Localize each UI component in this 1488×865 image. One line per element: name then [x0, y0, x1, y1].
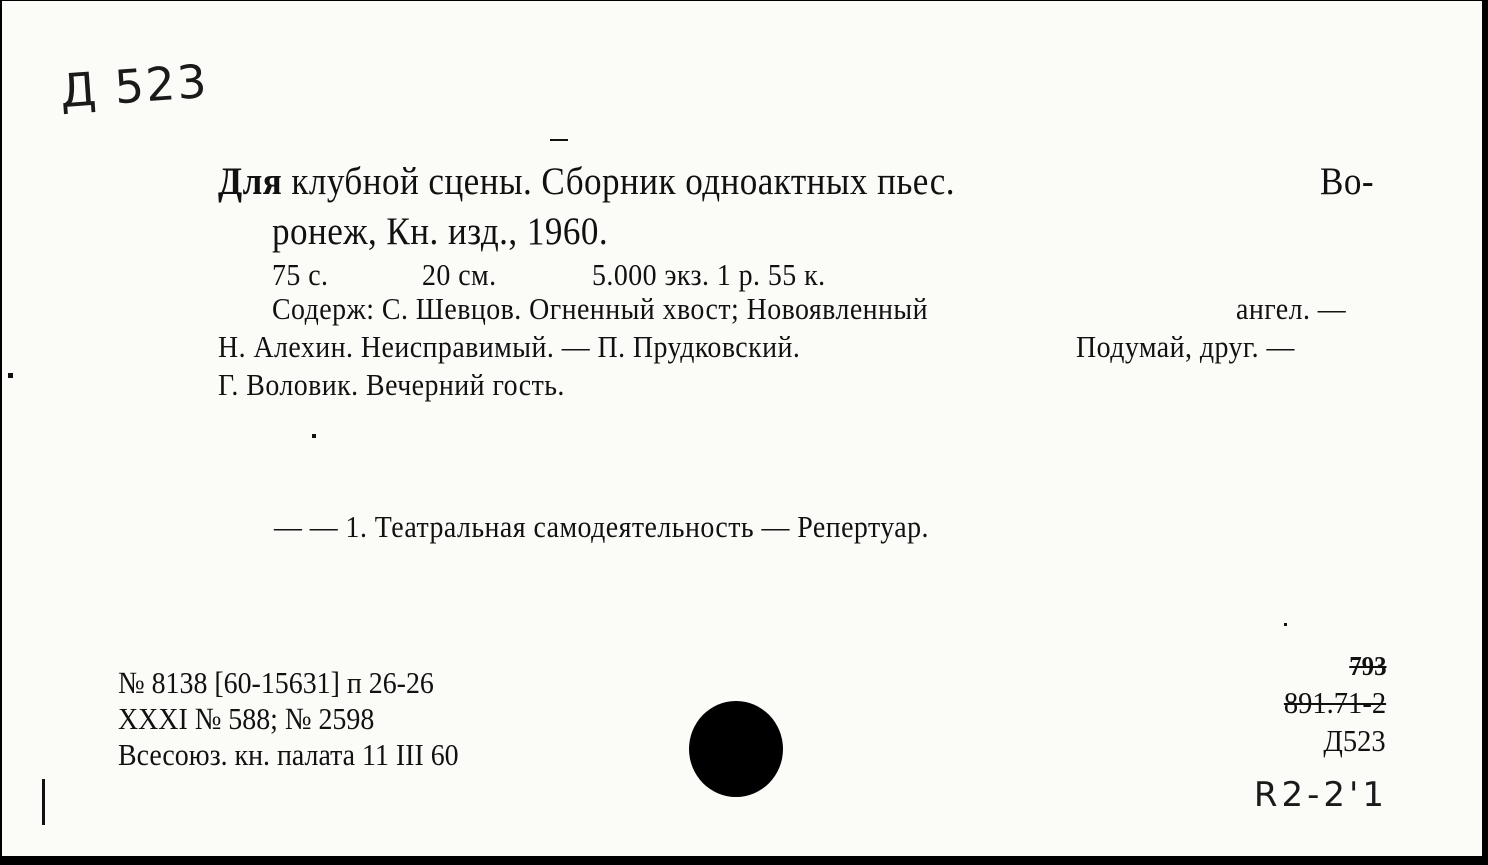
margin-pen-mark: [42, 779, 45, 825]
contents-line-2-end: Подумай, друг. —: [1076, 329, 1295, 364]
classification-code-text: 891.71-2: [1283, 685, 1386, 720]
handwritten-shelf-mark: Д 523: [58, 53, 211, 119]
physical-pages: 75 с.: [272, 257, 329, 292]
title-line-2: ронеж, Кн. изд., 1960.: [272, 210, 609, 253]
title-first-word: Для: [218, 160, 283, 203]
title-line-1: [218, 159, 955, 204]
physical-size: 20 см.: [422, 257, 497, 292]
ink-speck: [1284, 623, 1287, 626]
classification-number-struck: 793: [1348, 651, 1386, 681]
title-text: клубной сцены. Сборник одноактных пьес.: [291, 160, 955, 203]
classification-shelf: Д523: [1323, 723, 1386, 758]
punch-hole: [689, 701, 783, 797]
imprint-line-1: № 8138 [60-15631] п 26-26: [118, 665, 434, 700]
imprint-line-2: XXXI № 588; № 2598: [118, 701, 375, 736]
imprint-line-3: Всесоюз. кн. палата 11 III 60: [118, 737, 459, 772]
ink-speck: [312, 434, 316, 438]
subject-heading: — — 1. Театральная самодеятельность — Репертуар.: [274, 509, 929, 544]
title-line-1-end: Во-: [1320, 160, 1374, 203]
contents-line-1: Содерж: С. Шевцов. Огненный хвост; Новоявленный: [272, 291, 928, 326]
ink-speck: [8, 373, 13, 378]
catalog-card: [2, 1, 1486, 856]
contents-line-3: Г. Воловик. Вечерний гость.: [218, 367, 565, 402]
handwritten-classification: R2-2'1: [1253, 775, 1388, 815]
physical-edition-price: 5.000 экз. 1 р. 55 к.: [592, 257, 826, 292]
classification-code: [1284, 685, 1386, 721]
contents-line-2: Н. Алехин. Неисправимый. — П. Прудковский.: [218, 329, 801, 364]
contents-line-1-end: ангел. —: [1236, 291, 1347, 326]
ink-speck: [550, 139, 568, 141]
